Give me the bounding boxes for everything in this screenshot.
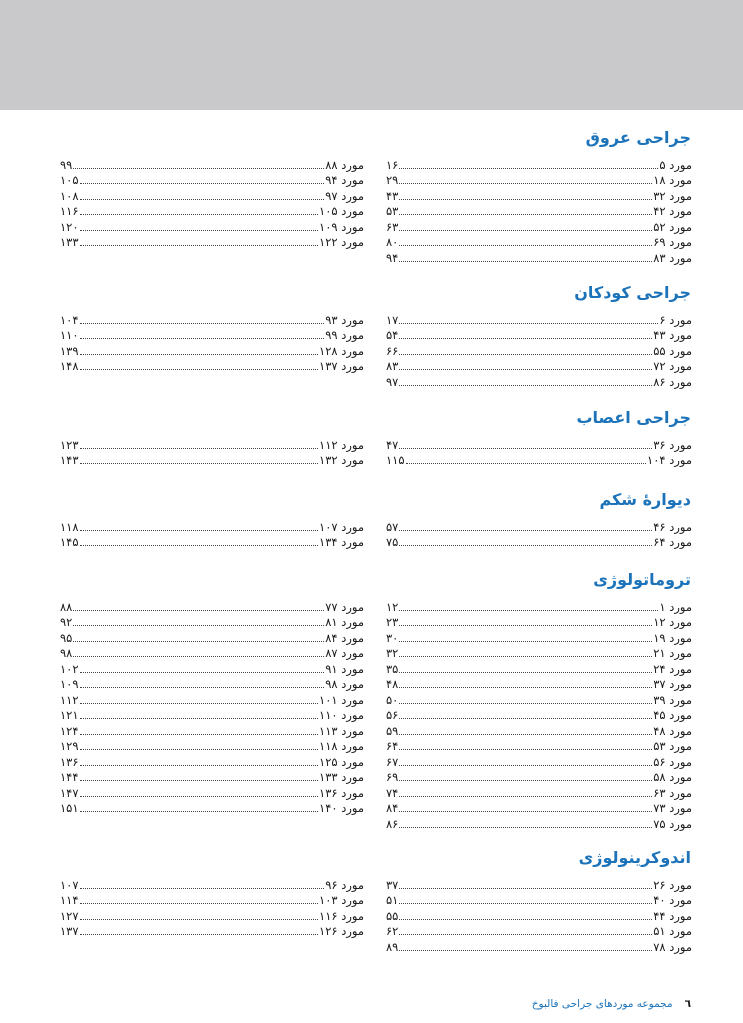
toc-entry (386, 436, 692, 452)
toc-column-left (60, 876, 364, 938)
toc-column-right (386, 156, 692, 265)
page-ref: ۵۳ (386, 204, 399, 218)
page-ref: ۱۴۸ (60, 359, 79, 373)
dot-leader (399, 656, 652, 657)
toc-entry (386, 358, 692, 374)
case-label: مورد ۴۳ (653, 328, 692, 342)
dot-leader (399, 323, 658, 324)
dot-leader (399, 718, 652, 719)
dot-leader (80, 214, 319, 215)
toc-entry (60, 784, 364, 800)
toc-entry (386, 218, 692, 234)
toc-entry (386, 342, 692, 358)
dot-leader (80, 369, 319, 370)
dot-leader (73, 610, 324, 611)
toc-column-left (60, 311, 364, 373)
case-label: مورد ۳۷ (653, 677, 692, 691)
section-heading: تروماتولوژی (593, 570, 691, 589)
toc-entry (60, 436, 364, 452)
toc-entry (386, 876, 692, 892)
case-label: مورد ۴۸ (653, 723, 692, 738)
toc-entry (60, 738, 364, 754)
dot-leader (399, 168, 658, 169)
toc-entry (60, 234, 364, 250)
toc-entry (60, 923, 364, 939)
toc-entry (386, 892, 692, 908)
dot-leader (399, 950, 652, 951)
page-ref: ۱۲۰ (60, 219, 79, 234)
dot-leader (73, 656, 324, 657)
page-ref: ۵۱ (386, 893, 399, 907)
dot-leader (80, 199, 325, 200)
case-label: مورد ۱۱۶ (319, 908, 364, 923)
dot-leader (80, 672, 325, 673)
dot-leader (399, 545, 652, 546)
page-footer (532, 998, 691, 1010)
page-ref: ۸۳ (386, 359, 399, 373)
toc-entry (60, 452, 364, 468)
toc-entry (60, 358, 364, 374)
case-label: مورد ۳۶ (653, 437, 692, 452)
case-label: مورد ۹۴ (325, 173, 364, 187)
toc-column-right (386, 311, 692, 389)
case-label: مورد ۷۵ (653, 816, 692, 831)
toc-entry (386, 518, 692, 534)
page-ref: ۴۸ (386, 677, 399, 691)
page-ref: ۶۲ (386, 924, 399, 938)
toc-entry (60, 172, 364, 188)
dot-leader (399, 338, 652, 339)
page-ref: ۸۶ (386, 816, 399, 831)
page-ref: ۹۸ (60, 646, 73, 660)
toc-entry (386, 722, 692, 738)
case-label: مورد ۸۴ (325, 630, 364, 645)
case-label: مورد ۵۲ (653, 219, 692, 234)
page-ref: ۵۷ (386, 519, 399, 534)
page-ref: ۵۶ (386, 708, 399, 722)
dot-leader (399, 749, 652, 750)
dot-leader (80, 323, 325, 324)
dot-leader (406, 463, 647, 464)
case-label: مورد ۹۷ (325, 188, 364, 203)
dot-leader (80, 448, 319, 449)
page-ref: ۱۲ (386, 599, 399, 614)
case-label: مورد ۱۳۴ (319, 535, 364, 549)
toc-entry (60, 187, 364, 203)
page-ref: ۱۴۷ (60, 785, 79, 800)
case-label: مورد ۹۹ (325, 328, 364, 342)
toc-column-left (60, 436, 364, 467)
case-label: مورد ۴۰ (653, 893, 692, 907)
case-label: مورد ۸۷ (325, 646, 364, 660)
dot-leader (399, 934, 652, 935)
case-label: مورد ۳۲ (653, 188, 692, 203)
section-heading: جراحی کودکان (574, 283, 691, 302)
toc-entry (386, 373, 692, 389)
page-ref: ۱۳۳ (60, 235, 79, 249)
dot-leader (399, 811, 652, 812)
page-ref: ۱۱۲ (60, 692, 79, 707)
page-ref: ۳۷ (386, 877, 399, 892)
toc-entry (386, 645, 692, 661)
page-ref: ۷۴ (386, 785, 399, 800)
toc-entry (386, 156, 692, 172)
toc-entry (386, 660, 692, 676)
toc-entry (386, 452, 692, 468)
page-ref: ۱۱۸ (60, 519, 79, 534)
toc-entry (60, 707, 364, 723)
section-heading: جراحی عروق (585, 128, 691, 147)
page-ref: ۱۴۵ (60, 535, 79, 549)
toc-entry (386, 598, 692, 614)
page-ref: ۵۰ (386, 692, 399, 707)
case-label: مورد ۷۳ (653, 801, 692, 815)
case-label: مورد ۸۳ (653, 250, 692, 265)
case-label: مورد ۶۹ (653, 235, 692, 249)
dot-leader (80, 718, 319, 719)
page-ref: ۸۹ (386, 939, 399, 954)
page-ref: ۱۳۷ (60, 924, 79, 938)
page-number: ٦ (684, 998, 691, 1010)
toc-entry (386, 769, 692, 785)
toc-entry (386, 614, 692, 630)
case-label: مورد ۶ (659, 312, 692, 327)
case-label: مورد ۱۳۷ (319, 359, 364, 373)
page-ref: ۸۴ (386, 801, 399, 815)
toc-entry (386, 923, 692, 939)
toc-entry (60, 645, 364, 661)
page-ref: ۹۹ (60, 157, 73, 172)
page-ref: ۶۳ (386, 219, 399, 234)
toc-entry (60, 892, 364, 908)
toc-entry (60, 534, 364, 550)
dot-leader (399, 765, 652, 766)
dot-leader (80, 530, 319, 531)
case-label: مورد ۱۳۲ (319, 453, 364, 467)
case-label: مورد ۴۴ (653, 908, 692, 923)
dot-leader (80, 796, 319, 797)
page-ref: ۱۳۹ (60, 343, 79, 358)
dot-leader (399, 385, 652, 386)
dot-leader (399, 261, 652, 262)
page-ref: ۶۶ (386, 343, 399, 358)
case-label: مورد ۱۰۱ (319, 692, 364, 707)
page-ref: ۵۵ (386, 908, 399, 923)
toc-entry (60, 518, 364, 534)
page-ref: ۱۰۷ (60, 877, 79, 892)
dot-leader (399, 672, 652, 673)
case-label: مورد ۱۹ (653, 630, 692, 645)
case-label: مورد ۱۳۶ (319, 785, 364, 800)
section-heading: اندوکرینولوژی (578, 848, 691, 867)
page-ref: ۶۹ (386, 770, 399, 784)
page-ref: ۱۰۸ (60, 188, 79, 203)
section-heading: جراحی اعصاب (576, 408, 691, 427)
page-ref: ۹۴ (386, 250, 399, 265)
page-ref: ۱۰۵ (60, 173, 79, 187)
dot-leader (399, 796, 652, 797)
dot-leader (399, 827, 652, 828)
dot-leader (399, 919, 652, 920)
case-label: مورد ۵۸ (653, 770, 692, 784)
case-label: مورد ۹۳ (325, 312, 364, 327)
page-ref: ۲۳ (386, 615, 399, 629)
page-ref: ۳۵ (386, 661, 399, 676)
book-title: مجموعه موردهای جراحی فالبوخ (531, 998, 673, 1010)
toc-column-left (60, 156, 364, 249)
page-ref: ۴۳ (386, 188, 399, 203)
case-label: مورد ۶۴ (653, 535, 692, 549)
case-label: مورد ۱ (659, 599, 692, 614)
dot-leader (80, 338, 325, 339)
page-ref: ۷۵ (386, 535, 399, 549)
page-ref: ۶۴ (386, 739, 399, 753)
dot-leader (399, 888, 652, 889)
dot-leader (80, 545, 319, 546)
toc-entry (60, 907, 364, 923)
case-label: مورد ۷۷ (325, 599, 364, 614)
case-label: مورد ۵۱ (653, 924, 692, 938)
case-label: مورد ۱۲۶ (319, 924, 364, 938)
page-ref: ۱۴۳ (60, 453, 79, 467)
case-label: مورد ۱۰۷ (319, 519, 364, 534)
toc-entry (386, 815, 692, 831)
page-ref: ۹۷ (386, 374, 399, 389)
toc-entry (386, 249, 692, 265)
toc-entry (60, 769, 364, 785)
dot-leader (80, 354, 319, 355)
section-heading: دیوارهٔ شکم (599, 490, 691, 509)
page-ref: ۴۷ (386, 437, 399, 452)
case-label: مورد ۲۴ (653, 661, 692, 676)
page-ref: ۹۵ (60, 630, 73, 645)
case-label: مورد ۱۳۳ (319, 770, 364, 784)
toc-entry (386, 629, 692, 645)
page-ref: ۸۸ (60, 599, 73, 614)
page-ref: ۱۰۴ (60, 312, 79, 327)
case-label: مورد ۱۲۵ (319, 754, 364, 769)
dot-leader (399, 687, 652, 688)
case-label: مورد ۴۵ (653, 708, 692, 722)
dot-leader (80, 183, 325, 184)
toc-entry (60, 722, 364, 738)
toc-entry (60, 218, 364, 234)
dot-leader (399, 245, 652, 246)
page-ref: ۱۶ (386, 157, 399, 172)
page-ref: ۱۰۲ (60, 661, 79, 676)
dot-leader (399, 641, 652, 642)
toc-entry (60, 676, 364, 692)
case-label: مورد ۹۶ (325, 877, 364, 892)
dot-leader (80, 749, 319, 750)
page-ref: ۱۲۴ (60, 723, 79, 738)
page-ref: ۱۲۳ (60, 437, 79, 452)
dot-leader (73, 625, 324, 626)
toc-column-right (386, 876, 692, 954)
case-label: مورد ۷۸ (653, 939, 692, 954)
dot-leader (399, 625, 652, 626)
case-label: مورد ۸۸ (325, 157, 364, 172)
dot-leader (80, 811, 319, 812)
page-ref: ۱۱۰ (60, 328, 79, 342)
case-label: مورد ۵۶ (653, 754, 692, 769)
dot-leader (80, 463, 319, 464)
toc-entry (386, 753, 692, 769)
case-label: مورد ۱۲۲ (319, 235, 364, 249)
toc-entry (386, 784, 692, 800)
dot-leader (399, 734, 652, 735)
case-label: مورد ۴۲ (653, 204, 692, 218)
page-ref: ۱۲۷ (60, 908, 79, 923)
dot-leader (399, 230, 652, 231)
toc-column-right (386, 518, 692, 549)
case-label: مورد ۳۹ (653, 692, 692, 707)
toc-entry (60, 203, 364, 219)
toc-entry (386, 691, 692, 707)
dot-leader (399, 780, 652, 781)
case-label: مورد ۱۰۳ (319, 893, 364, 907)
toc-column-left (60, 598, 364, 815)
case-label: مورد ۵۵ (653, 343, 692, 358)
dot-leader (399, 354, 652, 355)
case-label: مورد ۱۱۳ (319, 723, 364, 738)
toc-entry (386, 327, 692, 343)
case-label: مورد ۲۱ (653, 646, 692, 660)
dot-leader (399, 903, 652, 904)
case-label: مورد ۱۴۰ (319, 801, 364, 815)
dot-leader (399, 530, 652, 531)
case-label: مورد ۵ (659, 157, 692, 172)
case-label: مورد ۸۶ (653, 374, 692, 389)
dot-leader (80, 888, 325, 889)
dot-leader (399, 703, 652, 704)
page-ref: ۱۱۴ (60, 893, 79, 907)
dot-leader (399, 448, 652, 449)
toc-entry (60, 342, 364, 358)
dot-leader (399, 610, 658, 611)
dot-leader (80, 903, 319, 904)
page-ref: ۱۰۹ (60, 677, 79, 691)
page-ref: ۱۲۹ (60, 739, 79, 753)
toc-entry (386, 907, 692, 923)
dot-leader (73, 641, 324, 642)
toc-entry (60, 629, 364, 645)
toc-entry (60, 691, 364, 707)
toc-entry (386, 534, 692, 550)
dot-leader (399, 199, 652, 200)
dot-leader (399, 214, 652, 215)
dot-leader (80, 687, 325, 688)
case-label: مورد ۸۱ (325, 615, 364, 629)
dot-leader (80, 934, 319, 935)
toc-entry (60, 311, 364, 327)
toc-entry (386, 707, 692, 723)
dot-leader (80, 919, 319, 920)
page-ref: ۶۷ (386, 754, 399, 769)
toc-entry (386, 311, 692, 327)
case-label: مورد ۹۸ (325, 677, 364, 691)
case-label: مورد ۲۶ (653, 877, 692, 892)
page-ref: ۹۲ (60, 615, 73, 629)
dot-leader (80, 230, 319, 231)
toc-entry (60, 876, 364, 892)
toc-column-right (386, 598, 692, 831)
page-ref: ۸۰ (386, 235, 399, 249)
case-label: مورد ۱۰۴ (647, 453, 692, 467)
dot-leader (399, 369, 652, 370)
toc-entry (60, 660, 364, 676)
page-ref: ۳۲ (386, 646, 399, 660)
case-label: مورد ۱۱۲ (319, 437, 364, 452)
page-ref: ۱۳۶ (60, 754, 79, 769)
page-ref: ۱۱۵ (386, 453, 405, 467)
toc-entry (386, 172, 692, 188)
page-ref: ۱۵۱ (60, 801, 79, 815)
case-label: مورد ۱۰۹ (319, 219, 364, 234)
case-label: مورد ۱۱۸ (319, 739, 364, 753)
page-ref: ۱۴۴ (60, 770, 79, 784)
toc-entry (386, 738, 692, 754)
toc-entry (386, 676, 692, 692)
toc-entry (386, 203, 692, 219)
toc-entry (386, 938, 692, 954)
toc-column-right (386, 436, 692, 467)
case-label: مورد ۵۳ (653, 739, 692, 753)
dot-leader (80, 703, 319, 704)
dot-leader (80, 245, 319, 246)
toc-entry (60, 800, 364, 816)
toc-entry (60, 156, 364, 172)
toc-entry (386, 800, 692, 816)
case-label: مورد ۹۱ (325, 661, 364, 676)
toc-entry (60, 614, 364, 630)
top-color-band (0, 0, 743, 110)
page-ref: ۲۹ (386, 173, 399, 187)
dot-leader (80, 780, 319, 781)
toc-column-left (60, 518, 364, 549)
case-label: مورد ۴۶ (653, 519, 692, 534)
toc-entry (386, 187, 692, 203)
page-ref: ۵۴ (386, 328, 399, 342)
case-label: مورد ۱۲ (653, 615, 692, 629)
dot-leader (80, 734, 319, 735)
toc-entry (386, 234, 692, 250)
page-ref: ۱۲۱ (60, 708, 79, 722)
case-label: مورد ۱۲۸ (319, 343, 364, 358)
toc-entry (60, 327, 364, 343)
page-ref: ۱۱۶ (60, 204, 79, 218)
case-label: مورد ۷۲ (653, 359, 692, 373)
dot-leader (80, 765, 319, 766)
dot-leader (73, 168, 324, 169)
case-label: مورد ۱۱۰ (319, 708, 364, 722)
toc-entry (60, 753, 364, 769)
case-label: مورد ۱۰۵ (319, 204, 364, 218)
toc-entry (60, 598, 364, 614)
page-ref: ۵۹ (386, 723, 399, 738)
case-label: مورد ۱۸ (653, 173, 692, 187)
case-label: مورد ۶۳ (653, 785, 692, 800)
dot-leader (399, 183, 652, 184)
page-ref: ۱۷ (386, 312, 399, 327)
page-ref: ۳۰ (386, 630, 399, 645)
